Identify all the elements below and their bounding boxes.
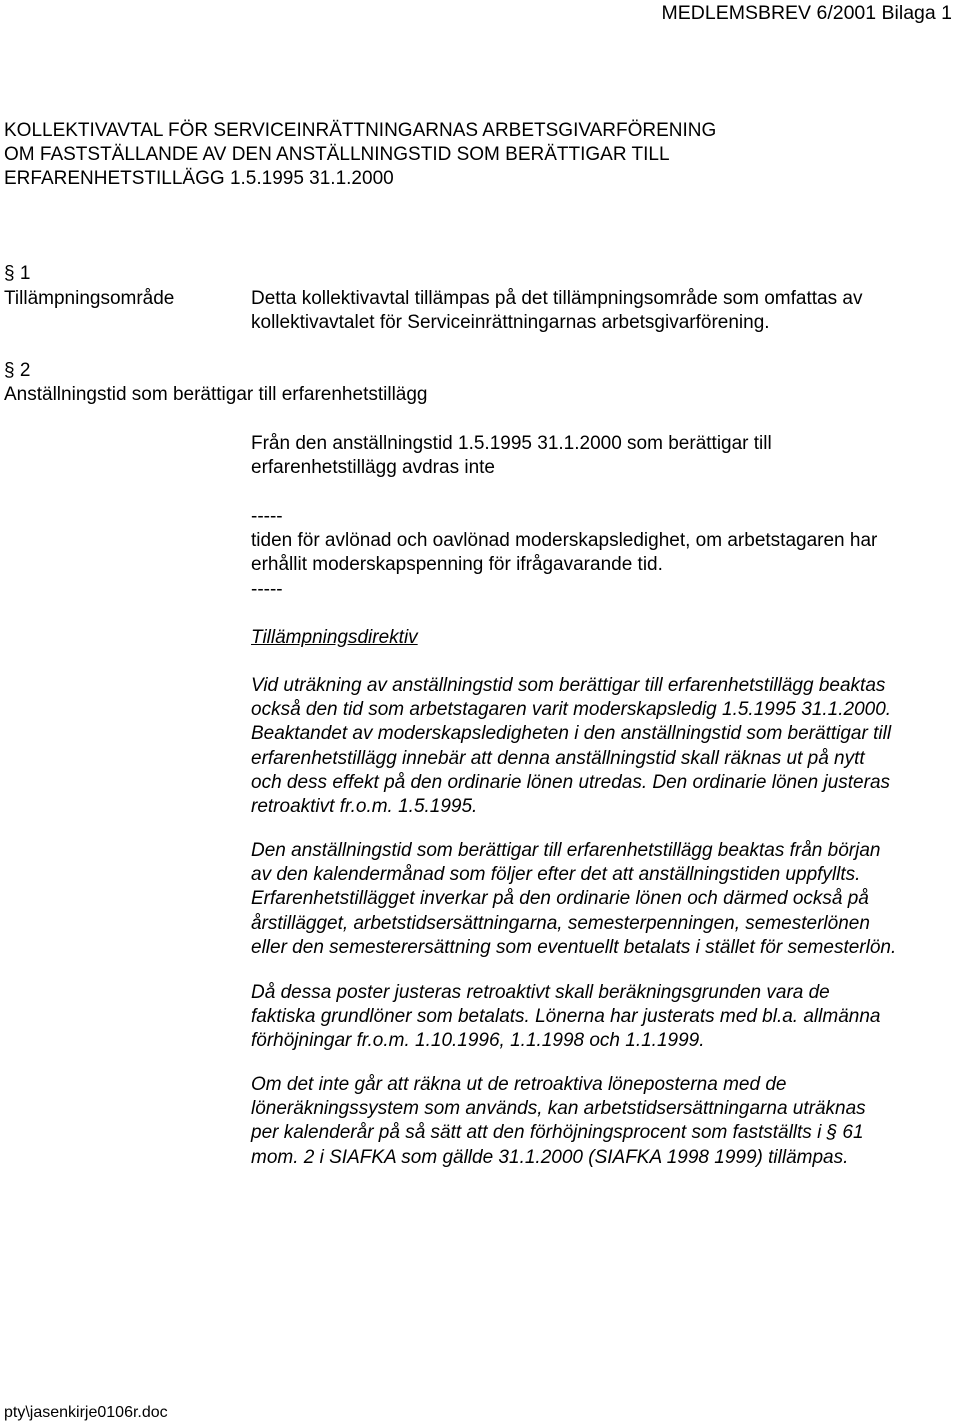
- text-line: Den anställningstid som berättigar till erfarenhetstillägg beaktas från början: [251, 840, 881, 861]
- text-line: årstillägget, arbetstidsersättningarna, semesterpenningen, semesterlönen: [251, 912, 870, 934]
- text-line: Detta kollektivavtal tillämpas på det tillämpningsområde som omfattas av: [251, 288, 863, 309]
- text-line: erfarenhetstillägg innebär att denna anställningstid skall räknas ut på nytt: [251, 747, 865, 769]
- text-line: också den tid som arbetstagaren varit moderskapsledig 1.5.1995 31.1.2000.: [251, 699, 892, 721]
- section-2-intro: [251, 432, 772, 480]
- text-line: Om det inte går att räkna ut de retroaktiva löneposterna med de: [251, 1074, 787, 1095]
- text-line: av den kalendermånad som följer efter det att anställningstiden uppfyllts.: [251, 864, 861, 886]
- directive-heading: Tillämpningsdirektiv: [251, 627, 418, 648]
- title-line: KOLLEKTIVAVTAL FÖR SERVICEINRÄTTNINGARNAS ARBETSGIVARFÖRENING: [4, 120, 717, 141]
- directive-paragraph-2: [251, 839, 896, 960]
- text-line: retroaktivt fr.o.m. 1.5.1995.: [251, 796, 478, 818]
- text-line: faktiska grundlöner som betalats. Lönerna har justerats med bl.a. allmänna: [251, 1006, 881, 1028]
- text-line: Erfarenhetstillägget inverkar på den ordinarie lönen och därmed också på: [251, 888, 869, 910]
- title-line: ERFARENHETSTILLÄGG 1.5.1995 31.1.2000: [4, 168, 394, 189]
- directive-paragraph-3: [251, 981, 880, 1054]
- document-title: [4, 119, 716, 191]
- text-line: erhållit moderskapspenning för ifrågavarande tid.: [251, 554, 663, 576]
- text-line: mom. 2 i SIAFKA som gällde 31.1.2000 (SIAFKA 1998 1999) tillämpas.: [251, 1146, 849, 1168]
- document-header: MEDLEMSBREV 6/2001 Bilaga 1: [661, 2, 952, 24]
- section-2-title: Anställningstid som berättigar till erfarenhetstillägg: [4, 384, 428, 405]
- directive-paragraph-4: [251, 1073, 866, 1170]
- section-2-number: § 2: [4, 360, 31, 381]
- text-line: eller den semesterersättning som eventuellt betalats i stället för semesterlön.: [251, 936, 897, 958]
- section-1-text: [251, 287, 862, 335]
- text-line: förhöjningar fr.o.m. 1.10.1996, 1.1.1998 och 1.1.1999.: [251, 1030, 705, 1052]
- document-footer: pty\jasenkirje0106r.doc: [4, 1404, 168, 1421]
- text-line: och dess effekt på den ordinarie lönen utredas. Den ordinarie lönen justeras: [251, 771, 891, 793]
- text-line: tiden för avlönad och oavlönad moderskapsledighet, om arbetstagaren har: [251, 530, 878, 551]
- text-line: kollektivavtalet för Serviceinrättningarnas arbetsgivarförening.: [251, 312, 770, 334]
- section-2-dash-bottom: -----: [251, 579, 283, 600]
- title-line: OM FASTSTÄLLANDE AV DEN ANSTÄLLNINGSTID SOM BERÄTTIGAR TILL: [4, 144, 670, 165]
- section-1-title: Tillämpningsområde: [4, 288, 175, 309]
- text-line: Vid uträkning av anställningstid som berättigar till erfarenhetstillägg beaktas: [251, 675, 886, 696]
- directive-paragraph-1: [251, 674, 891, 819]
- text-line: erfarenhetstillägg avdras inte: [251, 457, 495, 479]
- text-line: Från den anställningstid 1.5.1995 31.1.2000 som berättigar till: [251, 433, 772, 454]
- text-line: Beaktandet av moderskapsledigheten i den anställningstid som berättigar till: [251, 723, 892, 745]
- section-2-item: [251, 529, 877, 577]
- text-line: löneräkningssystem som används, kan arbetstidsersättningarna uträknas: [251, 1098, 866, 1120]
- section-1-number: § 1: [4, 263, 31, 284]
- text-line: per kalenderår på så sätt att den förhöjningsprocent som fastställts i § 61: [251, 1122, 864, 1144]
- section-2-dash-top: -----: [251, 506, 283, 527]
- text-line: Då dessa poster justeras retroaktivt skall beräkningsgrunden vara de: [251, 982, 830, 1003]
